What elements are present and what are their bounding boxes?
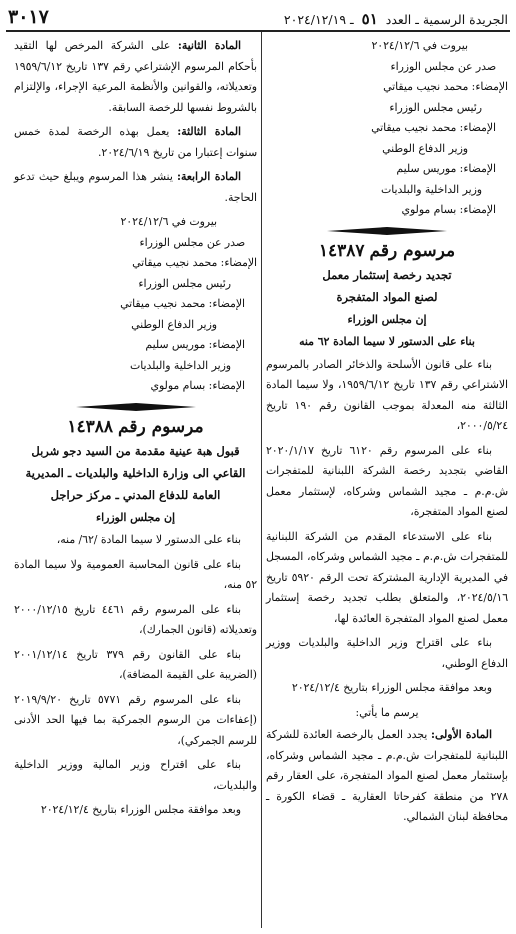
preamble-paragraph: بناء على قانون الأسلحة والذخائر الصادر بالمرسوم الاشتراعي رقم ١٣٧ تاريخ ١٩٥٩/٦/١٢، ولا سيما المادة الثالثة منه المعدلة بموجب القانون رقم ١٩٠ تاريخ ٢٠٠٠/٥/٢٤، bbox=[266, 357, 508, 432]
article-text: يعمل بهذه الرخصة لمدة خمس سنوات إعتبارا من تاريخ ٢٠٢٤/٦/١٩. bbox=[14, 125, 257, 159]
council-heading: إن مجلس الوزراء bbox=[96, 510, 175, 524]
article-3 bbox=[14, 122, 257, 163]
interior-minister-signature: الإمضاء: بسام مولوي bbox=[150, 379, 245, 392]
decree-title-line: تجديد رخصة إستثمار معمل bbox=[322, 267, 452, 282]
preamble-paragraph: بناء على اقتراح وزير الداخلية والبلديات ووزير الدفاع الوطني، bbox=[266, 636, 508, 670]
page-number: ٣٠١٧ bbox=[8, 6, 49, 28]
issuer-title: صدر عن مجلس الوزراء bbox=[139, 235, 245, 249]
interior-minister-signature: الإمضاء: بسام مولوي bbox=[401, 203, 496, 216]
section-divider bbox=[266, 227, 508, 235]
article-2 bbox=[14, 36, 257, 118]
right-column bbox=[261, 32, 510, 928]
pm-signature: الإمضاء: محمد نجيب ميقاتي bbox=[371, 121, 496, 134]
page-header bbox=[6, 0, 510, 32]
issue-date: ـ ٢٠٢٤/١٢/١٩ bbox=[283, 12, 354, 27]
decree-title-line: القاعي الى وزارة الداخلية والبلديات ـ المديرية bbox=[25, 465, 246, 480]
preamble-paragraph: بناء على المرسوم رقم ٥٧٧١ تاريخ ٢٠١٩/٩/٢٠ (إعفاءات من الرسوم الجمركية بما فيها الحد الأدنى للرسم الجمركي)، bbox=[14, 692, 257, 747]
left-column bbox=[12, 32, 261, 928]
defense-minister-title: وزير الدفاع الوطني bbox=[382, 141, 468, 155]
decree-label: مرسوم رقم bbox=[118, 416, 204, 437]
columns bbox=[6, 32, 510, 928]
article-4 bbox=[14, 167, 257, 208]
journal-name: الجريدة الرسمية ـ العدد bbox=[385, 12, 508, 27]
approval-paragraph: وبعد موافقة مجلس الوزراء بتاريخ ٢٠٢٤/١٢/٤ bbox=[40, 803, 241, 816]
pm-title: رئيس مجلس الوزراء bbox=[389, 100, 482, 114]
article-label: المادة الأولى: bbox=[430, 728, 492, 741]
preamble-paragraph: بناء على اقتراح وزير المالية ووزير الداخلية والبلديات، bbox=[14, 758, 257, 792]
decree-label: مرسوم رقم bbox=[369, 240, 456, 261]
article-text: يجدد العمل بالرخصة العائدة للشركة اللبنانية للمتفجرات ش.م.م ـ مجيد الشماس وشركاه، بإستثمار معمل لصنع المواد المتفجرة، على العقار رقم ٢٧٨ من منطقة كفرحاتا العقارية ـ قضاء الكورة ـ محافظة لبنان الشمالي. bbox=[266, 728, 508, 823]
preamble-paragraph: بناء على الدستور لا سيما المادة /٦٢/ منه، bbox=[56, 533, 241, 546]
approval-paragraph: وبعد موافقة مجلس الوزراء بتاريخ ٢٠٢٤/١٢/٤ bbox=[291, 681, 492, 694]
preamble-paragraph: بناء على قانون المحاسبة العمومية ولا سيما المادة ٥٢ منه، bbox=[14, 557, 257, 591]
decree-heading bbox=[14, 415, 257, 440]
interior-minister-title: وزير الداخلية والبلديات bbox=[381, 182, 482, 196]
pm-signature: الإمضاء: محمد نجيب ميقاتي bbox=[120, 297, 245, 310]
pm-title: رئيس مجلس الوزراء bbox=[138, 276, 231, 290]
preamble-paragraph: بناء على القانون رقم ٣٧٩ تاريخ ٢٠٠١/١٢/١٤ (الضريبة على القيمة المضافة)، bbox=[14, 647, 257, 681]
signature-place-date: بيروت في ٢٠٢٤/١٢/٦ bbox=[371, 39, 468, 52]
signature-place-date: بيروت في ٢٠٢٤/١٢/٦ bbox=[120, 215, 217, 228]
defense-minister-title: وزير الدفاع الوطني bbox=[131, 317, 217, 331]
preamble-paragraph: بناء على المرسوم رقم ٦١٢٠ تاريخ ٢٠٢٠/١/١٧ القاضي بتجديد رخصة الشركة اللبنانية للمتفجرات ش.م.م ـ مجيد الشماس وشركاه، لإستثمار معمل لصنع المواد المتفجرة، bbox=[266, 443, 508, 518]
council-heading: إن مجلس الوزراء bbox=[347, 312, 427, 326]
issuer-signature: الإمضاء: محمد نجيب ميقاتي bbox=[132, 256, 257, 269]
decree-number: ١٤٣٨٧ bbox=[318, 240, 365, 261]
issue-number: ٥١ bbox=[361, 10, 378, 28]
decree-title-line: لصنع المواد المتفجرة bbox=[336, 289, 438, 304]
issuer-signature: الإمضاء: محمد نجيب ميقاتي bbox=[383, 80, 508, 93]
article-label: المادة الثانية: bbox=[177, 39, 241, 52]
decrees-heading: يرسم ما يأتي: bbox=[355, 705, 419, 719]
divider-ornament bbox=[327, 227, 447, 235]
decree-heading bbox=[266, 239, 508, 264]
defense-minister-signature: الإمضاء: موريس سليم bbox=[396, 162, 496, 175]
decree-title-line: قبول هبة عينية مقدمة من السيد دجو شربل bbox=[31, 443, 240, 458]
issuer-title: صدر عن مجلس الوزراء bbox=[390, 59, 496, 73]
article-text: ينشر هذا المرسوم ويبلغ حيث تدعو الحاجة. bbox=[14, 170, 257, 204]
article-1 bbox=[266, 725, 508, 828]
article-label: المادة الرابعة: bbox=[176, 170, 241, 183]
interior-minister-title: وزير الداخلية والبلديات bbox=[130, 358, 231, 372]
divider-ornament bbox=[76, 403, 196, 411]
constitution-basis: بناء على الدستور لا سيما المادة ٦٢ منه bbox=[299, 335, 475, 348]
decree-number: ١٤٣٨٨ bbox=[67, 416, 113, 437]
preamble-paragraph: بناء على المرسوم رقم ٤٤٦١ تاريخ ٢٠٠٠/١٢/١٥ وتعديلاته (قانون الجمارك)، bbox=[14, 602, 257, 636]
decree-title-line: العامة للدفاع المدني ـ مركز حراجل bbox=[50, 487, 221, 502]
preamble-paragraph: بناء على الاستدعاء المقدم من الشركة اللبنانية للمتفجرات ش.م.م ـ مجيد الشماس وشركاه، المسجل في المديرية الإدارية المشتركة تحت الرقم ٥٩٢٠ تاريخ ٢٠٢٤/٥/١٦، والمتعلق بطلب تجديد رخصة إستثمار معمل لصنع المواد المتفجرة العائدة لها، bbox=[266, 529, 508, 625]
article-text: على الشركة المرخص لها التقيد بأحكام المرسوم الإشتراعي رقم ١٣٧ تاريخ ١٩٥٩/٦/١٢ وتعديلاته، والقوانين والأنظمة المرعية الإجراء، والإلتزام بالشروط نفسها للرخصة السابقة. bbox=[14, 39, 257, 114]
defense-minister-signature: الإمضاء: موريس سليم bbox=[145, 338, 245, 351]
header-title bbox=[284, 10, 508, 28]
article-label: المادة الثالثة: bbox=[177, 125, 241, 138]
section-divider bbox=[14, 403, 257, 411]
